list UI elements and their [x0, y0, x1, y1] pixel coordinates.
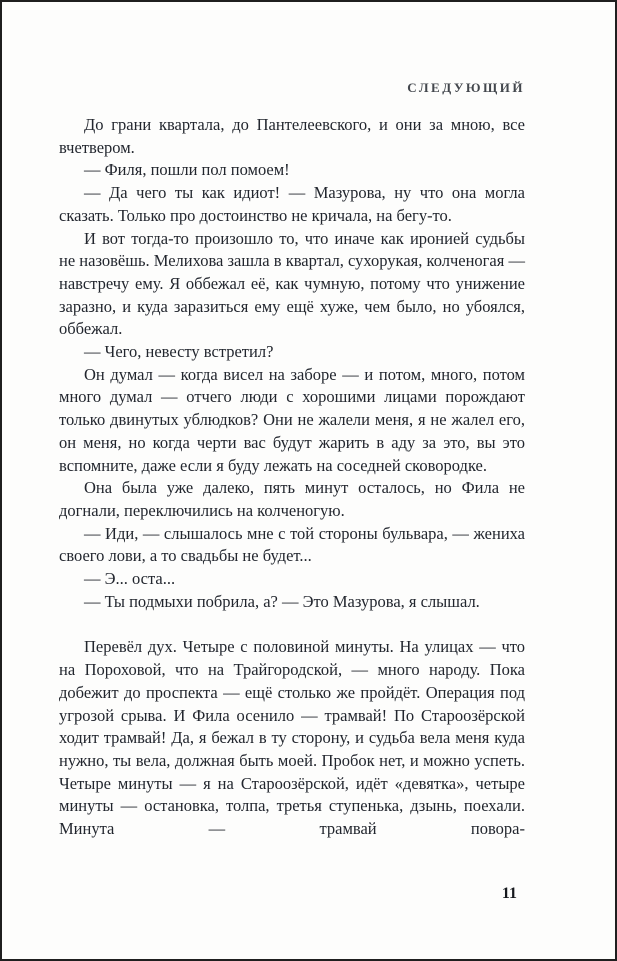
paragraph: Он думал — когда висел на заборе — и потом, много, потом много думал — отчего люди с хорошими лицами порождают только двинутых ублюдков? Они не жалели меня, я не жалел его, он меня, но когда черти вас будут жарить в аду за это, вы это вспомните, даже если я буду лежать на соседней сковородке.	[59, 364, 525, 475]
paragraph: — Иди, — слышалось мне с той стороны бульвара, — жениха своего лови, а то свадьбы не будет...	[59, 523, 525, 566]
paragraph: Она была уже далеко, пять минут осталось, но Фила не догнали, переключились на колченогую.	[59, 478, 525, 520]
paragraph: — Э... оста...	[84, 569, 176, 589]
paragraph: — Филя, пошли пол помоем!	[84, 160, 290, 180]
running-head: СЛЕДУЮЩИЙ	[407, 80, 525, 95]
paragraph: — Да чего ты как идиот! — Мазурова, ну что она могла сказать. Только про достоинство не кричала, на бегу-то.	[59, 183, 525, 225]
paragraph: До грани квартала, до Пантелеевского, и они за мною, все вчетвером.	[59, 115, 525, 157]
paragraph: Перевёл дух. Четыре с половиной минуты. На улицах — что на Пороховой, что на Трайгородской, — много народу. Пока добежит до проспекта — ещё столько же пройдёт. Операция под угрозой срыва. И Фила осенило — трамвай! По Староозёрской ходит трамвай! Да, я бежал в ту сторону, и судьба вела меня куда нужно, ты вела, должная быть моей. Пробок нет, и можно успеть. Четыре минуты — я на Староозёрской, идёт «девятка», четыре минуты — остановка, толпа, третья ступенька, дзынь, поехали. Минута — трамвай повора-	[59, 637, 525, 839]
paragraph: — Ты подмыхи побрила, а? — Это Мазурова, я слышал.	[84, 591, 480, 611]
page-number: 11	[501, 885, 517, 902]
page-text-block	[59, 114, 525, 841]
paragraph: — Чего, невесту встретил?	[84, 342, 274, 362]
paragraph: И вот тогда-то произошло то, что иначе как иронией судьбы не назовёшь. Мелихова зашла в квартал, сухорукая, колченогая — навстречу ему. Я оббежал её, как чумную, потому что унижение заразно, и куда заразиться ему ещё хуже, чем было, но убоялся, оббежал.	[59, 228, 525, 339]
